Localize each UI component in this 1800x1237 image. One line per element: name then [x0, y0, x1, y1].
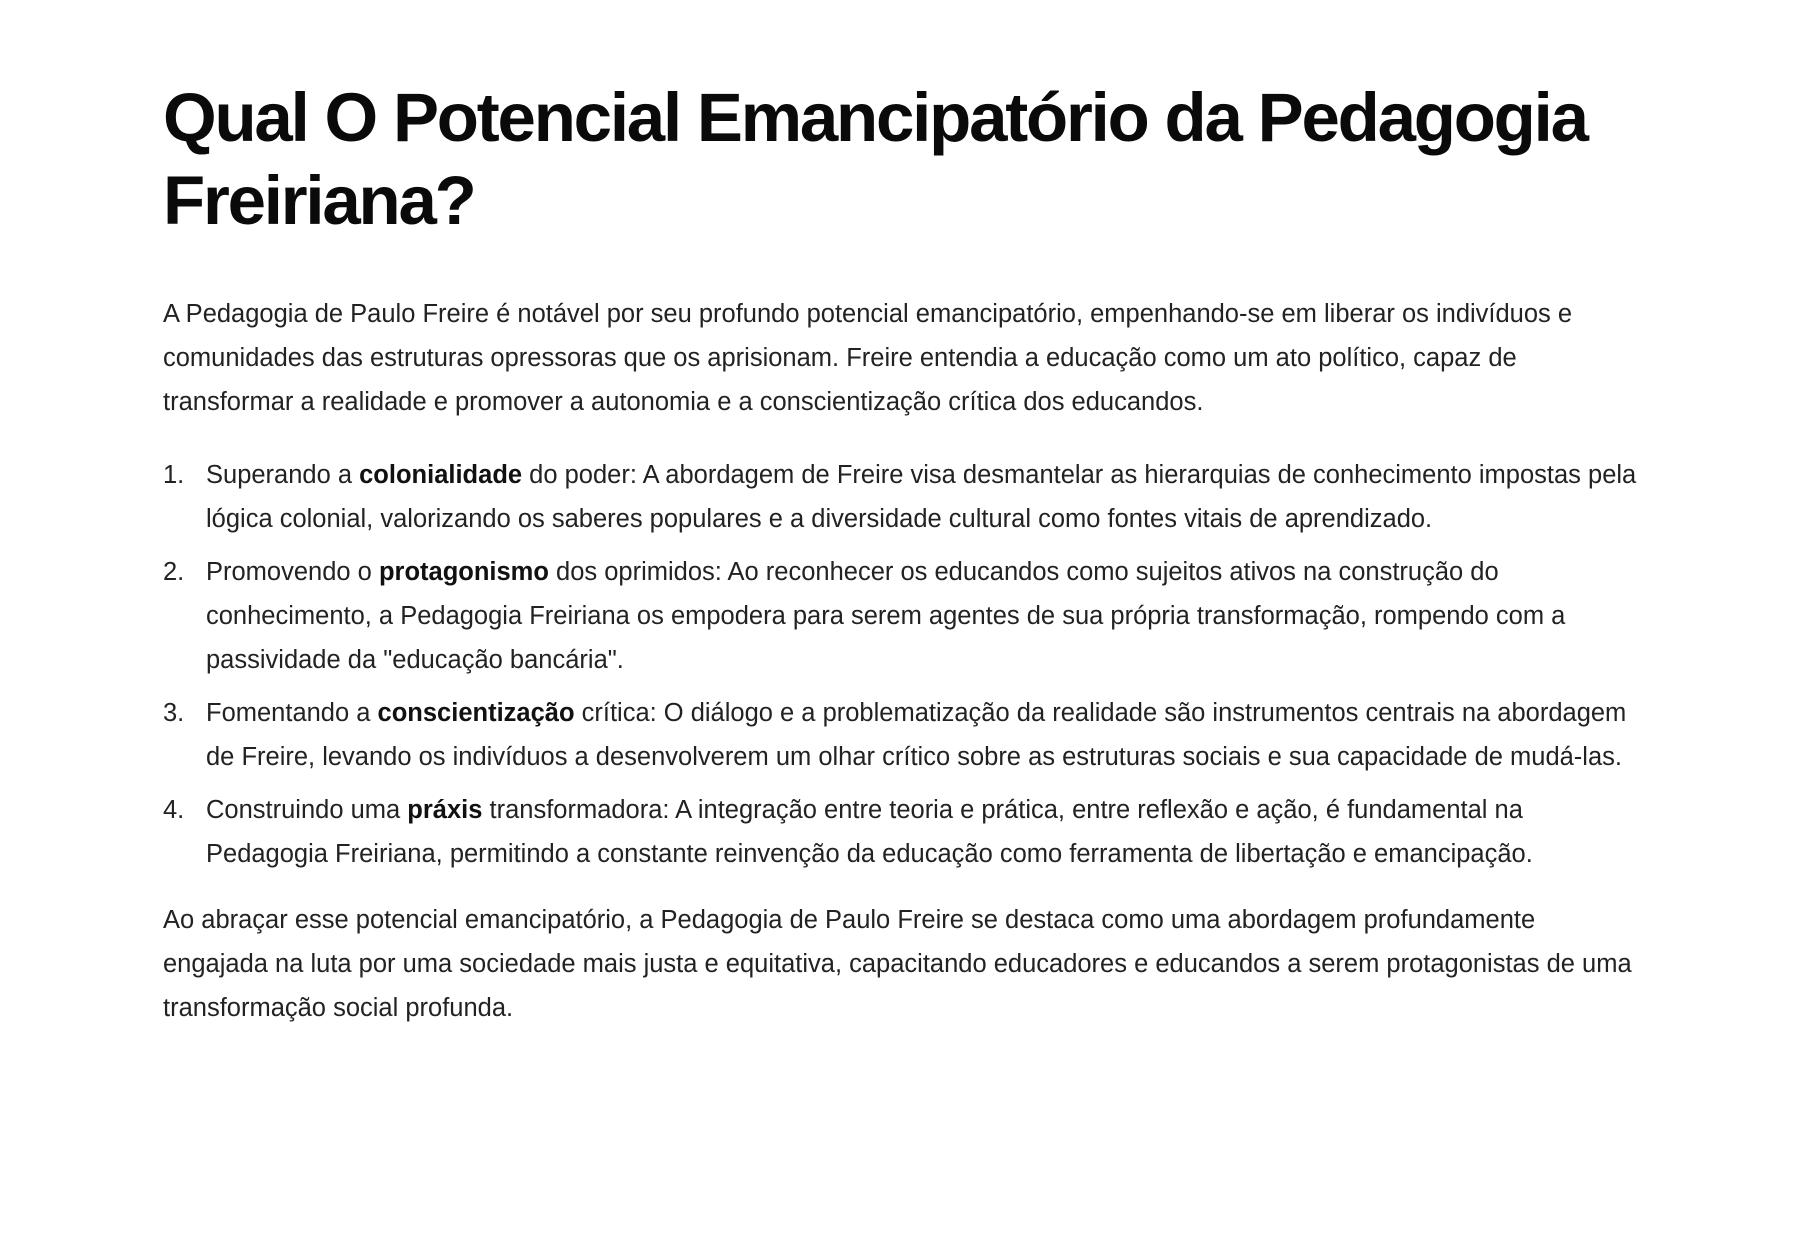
list-item [163, 691, 1640, 779]
list-item-number: 4. [163, 796, 185, 824]
list-item-text: dos oprimidos: Ao reconhecer os educandos como sujeitos ativos na construção do conhecimento, a Pedagogia Freiriana os empodera para serem agentes de sua própria transformação, rompendo com a passividade da "educação bancária". [206, 558, 1566, 674]
list-item-keyword: protagonismo [378, 558, 549, 586]
list-item-lead: Promovendo o [206, 558, 379, 586]
list-item-text: crítica: O diálogo e a problematização da realidade são instrumentos centrais na abordagem de Freire, levando os indivíduos a desenvolverem um olhar crítico sobre as estruturas sociais e sua capacidade de mudá-las. [206, 699, 1627, 771]
numbered-list [163, 453, 1640, 876]
conclusion-paragraph: Ao abraçar esse potencial emancipatório, a Pedagogia de Paulo Freire se destaca como uma abordagem profundamente engajada na luta por uma sociedade mais justa e equitativa, capacitando educadores e educandos a serem protagonistas de uma transformação social profunda. [163, 906, 1632, 1022]
list-item-text: do poder: A abordagem de Freire visa desmantelar as hierarquias de conhecimento impostas pela lógica colonial, valorizando os saberes populares e a diversidade cultural como fontes vitais de aprendizado. [206, 461, 1637, 533]
list-item-text: transformadora: A integração entre teoria e prática, entre reflexão e ação, é fundamental na Pedagogia Freiriana, permitindo a constante reinvenção da educação como ferramenta de libertação e emancipação. [206, 796, 1533, 868]
list-item-keyword: conscientização [377, 699, 575, 727]
list-item-number: 2. [163, 558, 185, 586]
list-item [163, 788, 1640, 876]
list-item [163, 550, 1640, 682]
list-item [163, 453, 1640, 541]
list-item-keyword: colonialidade [359, 461, 523, 489]
list-item-lead: Fomentando a [206, 699, 378, 727]
list-item-lead: Superando a [206, 461, 360, 489]
list-item-keyword: práxis [407, 796, 483, 824]
page-title: Qual O Potencial Emancipatório da Pedagogia Freiriana? [163, 79, 1587, 239]
intro-paragraph: A Pedagogia de Paulo Freire é notável por seu profundo potencial emancipatório, empenhando-se em liberar os indivíduos e comunidades das estruturas opressoras que os aprisionam. Freire entendia a educação como um ato político, capaz de transformar a realidade e promover a autonomia e a conscientização crítica dos educandos. [163, 300, 1573, 416]
list-item-number: 1. [163, 461, 185, 489]
list-item-number: 3. [163, 699, 185, 727]
list-item-lead: Construindo uma [206, 796, 408, 824]
